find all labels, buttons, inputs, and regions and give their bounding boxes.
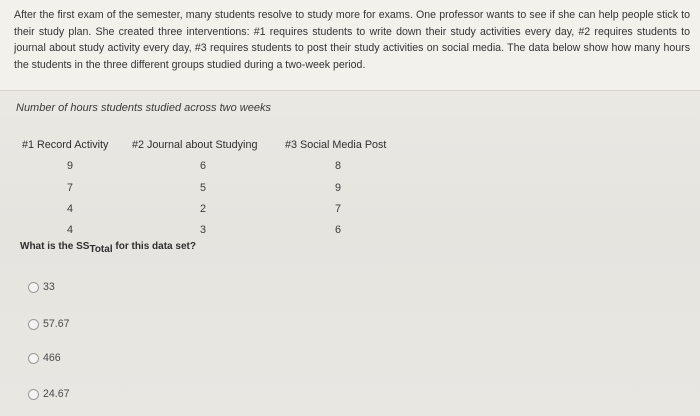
radio-button[interactable] — [28, 389, 39, 400]
radio-button[interactable] — [28, 282, 39, 293]
question-text — [20, 241, 196, 255]
answer-option-466[interactable] — [28, 350, 61, 366]
table-cell: 3 — [199, 224, 206, 236]
table-cell: 9 — [66, 160, 73, 172]
option-label: 24.67 — [43, 388, 70, 400]
table-cell: 5 — [199, 182, 206, 194]
table-cell: 6 — [199, 160, 206, 172]
question-prefix: What is the SS — [20, 241, 90, 252]
table-cell: 7 — [334, 203, 341, 215]
intro-panel — [0, 0, 700, 91]
column-header-record-activity: #1 Record Activity — [22, 139, 109, 151]
table-cell: 7 — [66, 182, 73, 194]
intro-text: After the first exam of the semester, many students resolve to study more for exams. One professor wants to see if she can help people stick to their study plan. She created three interventions: #1 requires students to write down their study activities every day, #2 requires students to journal about study activity every day, #3 requires students to post their study activities on social media. The data below show how many hours the students in the three different groups studied during a two-week period. — [14, 9, 690, 71]
option-label: 57.67 — [43, 318, 70, 330]
table-cell: 9 — [334, 182, 341, 194]
option-label: 466 — [43, 352, 61, 364]
answer-option-24-67[interactable] — [28, 386, 70, 402]
question-suffix: for this data set? — [112, 241, 196, 252]
table-cell: 4 — [66, 224, 73, 236]
answer-option-33[interactable] — [28, 279, 55, 295]
table-cell: 4 — [66, 203, 73, 215]
table-cell: 8 — [334, 160, 341, 172]
column-header-social-media: #3 Social Media Post — [285, 139, 387, 151]
table-cell: 6 — [334, 224, 341, 236]
radio-button[interactable] — [28, 319, 39, 330]
answer-option-57-67[interactable] — [28, 316, 70, 332]
table-caption: Number of hours students studied across two weeks — [16, 102, 271, 114]
radio-button[interactable] — [28, 353, 39, 364]
table-cell: 2 — [199, 203, 206, 215]
question-subscript: Total — [89, 244, 113, 255]
column-header-journal: #2 Journal about Studying — [132, 139, 258, 151]
option-label: 33 — [43, 281, 55, 293]
